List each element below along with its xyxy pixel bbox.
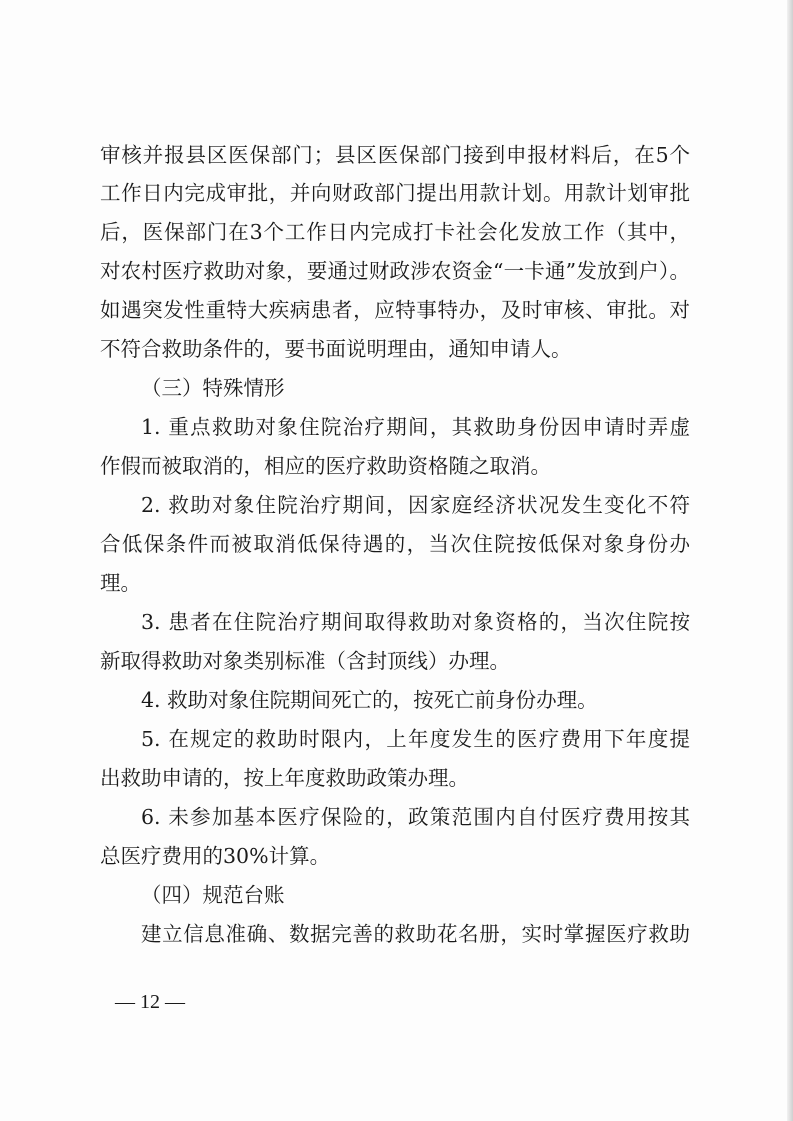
- list-item-line: 1. 重点救助对象住院治疗期间，其救助身份因申请时弄虚: [141, 415, 690, 439]
- body-text-line: 作假而被取消的，相应的医疗救助资格随之取消。: [100, 454, 551, 478]
- body-text-line: 后，医保部门在3个工作日内完成打卡社会化发放工作（其中，: [100, 220, 690, 244]
- body-text-line: 对农村医疗救助对象，要通过财政涉农资金“一卡通”发放到户）。: [100, 259, 690, 283]
- body-text-line: 如遇突发性重特大疾病患者，应特事特办，及时审核、审批。对: [100, 298, 690, 322]
- body-text-line: 合低保条件而被取消低保待遇的，当次住院按低保对象身份办: [100, 532, 690, 556]
- scan-edge-shadow: [787, 0, 793, 1121]
- list-item-line: 6. 未参加基本医疗保险的，政策范围内自付医疗费用按其: [141, 805, 690, 829]
- page-number: — 12 —: [115, 991, 185, 1013]
- body-text-line: 新取得救助对象类别标准（含封顶线）办理。: [100, 649, 510, 673]
- body-text-line: 理。: [100, 571, 141, 595]
- section-heading: （四）规范台账: [141, 883, 285, 907]
- list-item-line: 2. 救助对象住院治疗期间，因家庭经济状况发生变化不符: [141, 493, 690, 517]
- body-text-line: 出救助申请的，按上年度救助政策办理。: [100, 766, 469, 790]
- list-item-line: 5. 在规定的救助时限内，上年度发生的医疗费用下年度提: [141, 727, 690, 751]
- body-text-line: 建立信息准确、数据完善的救助花名册，实时掌握医疗救助: [141, 922, 690, 946]
- body-text-line: 不符合救助条件的，要书面说明理由，通知申请人。: [100, 337, 572, 361]
- list-item-line: 4. 救助对象住院期间死亡的，按死亡前身份办理。: [141, 688, 598, 712]
- body-text-line: 工作日内完成审批，并向财政部门提出用款计划。用款计划审批: [100, 181, 690, 205]
- body-text-line: 总医疗费用的30%计算。: [100, 844, 331, 868]
- section-heading: （三）特殊情形: [141, 376, 285, 400]
- list-item-line: 3. 患者在住院治疗期间取得救助对象资格的，当次住院按: [141, 610, 690, 634]
- body-text-line: 审核并报县区医保部门；县区医保部门接到申报材料后，在5个: [100, 143, 690, 167]
